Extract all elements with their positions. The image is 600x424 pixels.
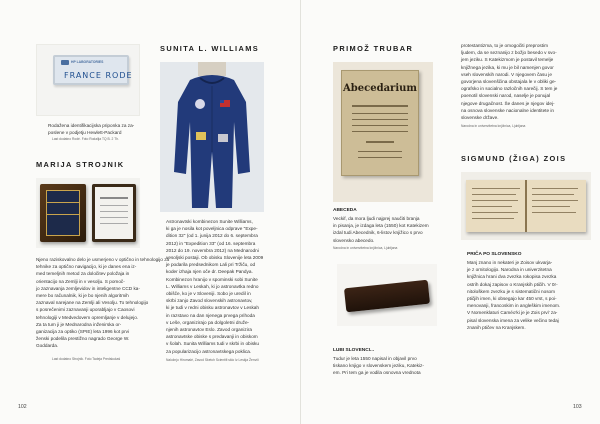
sunita-heading: SUNITA L. WILLIAMS [160, 44, 260, 53]
abeceda-text: Veckif, da mora ljudi najprej naučiti branja in pisanja, je izdaga leta (1550) kot Katekizem izdal tudi Abecednik, 6-listov knjižico s prvo slovensko abecedo. [333, 216, 429, 243]
page-number-left: 102 [18, 404, 27, 410]
zois-open-book [466, 180, 586, 232]
badge-caption: Rodažena identifikacijska priponka za za- poslene v podjetju Hewlett-Packard [48, 123, 135, 136]
hp-badge [53, 55, 133, 85]
badge-photo [36, 44, 140, 116]
zois-label: PRIČA PO SLOVENSKO [467, 252, 522, 257]
page-number-right: 103 [573, 404, 582, 410]
abecedarium-photo [333, 62, 433, 202]
award-plaque-left [40, 184, 86, 242]
spacesuit-illustration [160, 62, 264, 212]
katekizem-book [344, 280, 430, 313]
marija-heading: MARIJA STROJNIK [36, 160, 125, 169]
right-page [300, 0, 600, 424]
trubar-continued-credit: Narodna in univerzitetna knjižnica, Ljubljana [461, 124, 526, 128]
zois-manuscript-photo [461, 172, 591, 240]
lubi-slovenci-label: LUBI SLOVENCI... [333, 348, 375, 353]
badge-name: FRANCE RODE [64, 71, 133, 80]
sunita-text: Astronavtski kombinezon Sunite Williams, ki ga je nosila kot poveljnica odprave "Expe- dition 32" (od 1. junija 2012 do 6. septembra 2012) in "Expedition 33" (od 16. septembra 2012 do 19. novembra 2012) na Mednarodni vesoljski postaji. Ob obisku Slovenije leta 2009 je podarila predsednikom Lali pri Tržiču, od koder izhaja njen oče dr. Deepak Pandya. Kombinezon hranijo v spominski sobi Sunite L. Williams v Leskah, ki jo astronavtka redno obišče, ko je v Sloveniji. Sobo je uredil in skrbi zanjo Zavod slovenskih astronavtov, ki je tudi v redni obisku astronavtov v Leskah in razstavo na dan njenega prvega prihoda v Leše, organizirajo pa dolgoletni druže- njenih astronavtov Eslo. Zavod organizira astronavtske obiske s predavanji in obiskom v šolah. Sunita Williams tudi v skrbi in obisku za popularizacijo astronavtskega poklica. [166, 219, 264, 354]
abecedarium-title: Abecedarium [343, 83, 417, 94]
abeceda-label: ABECEDA [333, 208, 357, 213]
award-plaque-right [92, 184, 136, 242]
marija-credit: Last dodatno Strojnik. Foto Tadeja Predskukaš [52, 357, 121, 361]
katekizem-photo [337, 264, 437, 326]
marija-text: Njeno raziskovalno delo je usmerjeno v optično in tehnologijo za tehnike za optično navigacijo, ki je danes ena iz- med temeljnih metod za določitev položaja in orientacijo na Zemlji in v vesolju. S pomoč- jo zaznavanja zemljevidov in inteligentne CCD ka- mere bo računalnik, ki je bo njenih algoritmih zaznaval narejane na Zemlji ali Vesolju. To tehnologijo s posrečenimi zaznavanji uporabljajo v Caosovi tehnologiji v Medvedovem opremljanje v delujejo. Za ta tum ji je Mednarodna inženirska or- ganizacija za optiko (SPIE) leta 1996 kot prvi ženski podelila prestižno nagrado George W. Goddarda. [36, 257, 170, 349]
primoz-heading: PRIMOŽ TRUBAR [333, 44, 414, 53]
zois-text: Manj znano in nekateri je Zoisov ukvarja- je z ornitologijo. Narodna in univerzitetna knjižnica hrani dva zvezka rokopisa zvezka ostrih dokaj zapisov o Kranjskih ptičih. V 0r- nitološkem zvezku je s sistematični nosom ptičjih imen, ki obsegajo kar 450 vrst, s poi- menovanji, francoskim in angleškim imenom. V Nomenklaturi Caméo'ki je je Zois prvi' za- pisal slovenska imena za velike večino tedaj znanih ptičev na Kranjskem. [467, 260, 561, 330]
trubar-continued-text: protestantizma, to je omogočiti preprostim ljudem, da se seznanijo z božjo besedo v svo- jem jeziku. S Katekizmom je postavil temelje knjižnega jezika, ki mu je bil namenjen govor vseh slovenskih narodi. V njegovem času je govorjena slovenščina obstajala le v obliki ge- ografsko in socialno razločnih narečij. S tem je poenotil slovenski narod, naselje je ponujal njegove drugačnost. Še danes je njegov idej- na osnova slovenske nacionalne identitete in slovenske države. [461, 43, 558, 121]
abecedarium-book [341, 70, 419, 176]
badge-company: HP LABORATORIES [71, 60, 104, 64]
lubi-slovenci-text: Tudur je leta 1550 napisal in objavil prvo tiskano knjigo v slovenskem jeziku, Katekiz- em. Pri tem ga je vodila osnovna vrednota [333, 356, 424, 376]
badge-credit: Last dodatno Rodé. Foto Rodalija TQ B. 2 Th. [52, 137, 119, 141]
abeceda-credit: Narodna in univerzitetna knjižnica, Ljubljana [333, 246, 398, 250]
spacesuit-photo [160, 62, 264, 212]
sunita-credit: Naložnjo Hiromalé, Zavod Sketch Scientifi sklo Iz Leskja Ženvči [166, 358, 259, 362]
hp-logo-icon [61, 60, 69, 65]
plaque-photo [36, 178, 140, 248]
zois-heading: SIGMUND (ŽIGA) ZOIS [461, 154, 567, 163]
